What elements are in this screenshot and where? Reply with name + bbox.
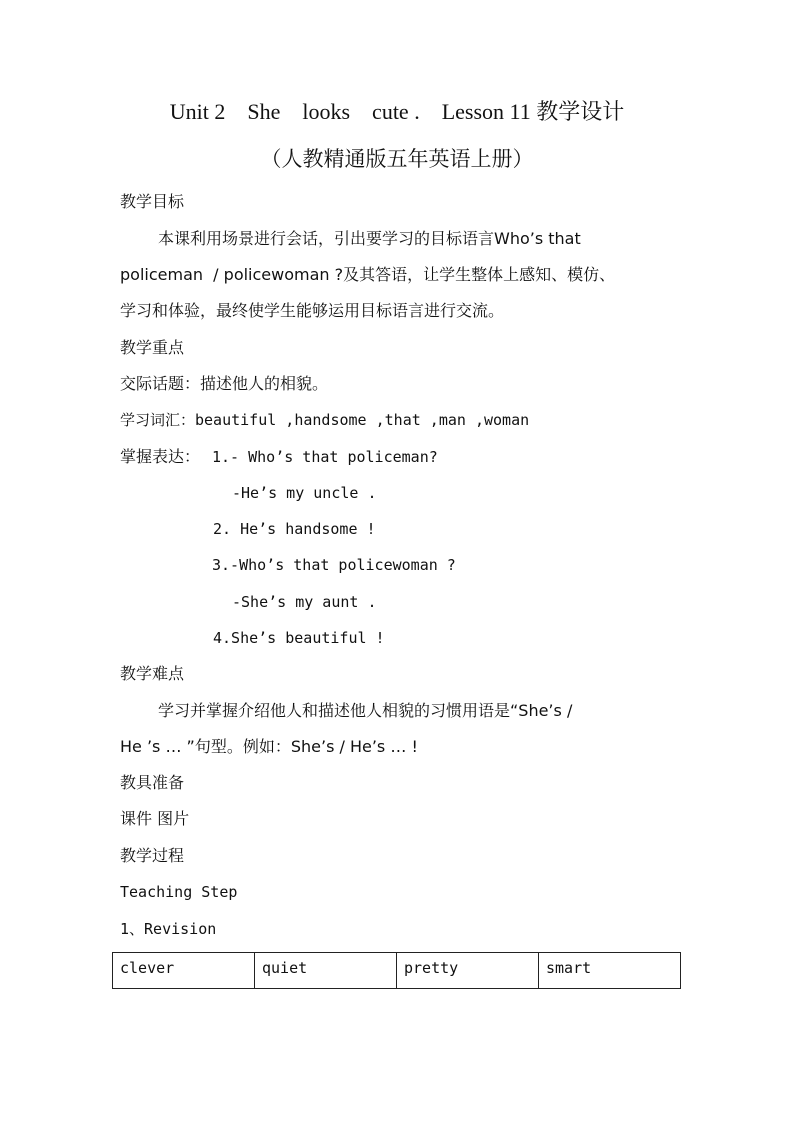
expression-4: 4.She’s beautiful ! — [213, 629, 385, 647]
expression-3-answer: -She’s my aunt . — [232, 593, 377, 611]
objectives-line-3: 学习和体验，最终使学生能够运用目标语言进行交流。 — [120, 301, 505, 320]
revision-word-table — [112, 952, 681, 989]
table-cell-clever: clever — [113, 953, 255, 989]
expression-1-answer: -He’s my uncle . — [232, 484, 377, 502]
teaching-step-heading: Teaching Step — [120, 883, 238, 901]
difficulties-heading: 教学难点 — [120, 664, 185, 683]
table-cell-quiet: quiet — [255, 953, 397, 989]
expression-1-question: 1.- Who’s that policeman? — [212, 448, 438, 466]
process-heading: 教学过程 — [120, 846, 185, 865]
document-subtitle: （人教精通版五年英语上册） — [260, 147, 534, 171]
materials-heading: 教具准备 — [120, 773, 185, 792]
materials-list: 课件 图片 — [120, 809, 190, 828]
difficulties-line-2: He ’s … ”句型。例如：She’s / He’s … ! — [120, 737, 418, 756]
table-cell-smart: smart — [539, 953, 681, 989]
table-cell-pretty: pretty — [397, 953, 539, 989]
difficulties-line-1: 学习并掌握介绍他人和描述他人相貌的习惯用语是“She’s / — [158, 701, 573, 720]
objectives-heading: 教学目标 — [120, 192, 185, 211]
objectives-line-2: policeman / policewoman ?及其答语，让学生整体上感知、模仿、 — [120, 265, 616, 284]
key-points-heading: 教学重点 — [120, 338, 185, 357]
objectives-line-1: 本课利用场景进行会话，引出要学习的目标语言Who’s that — [158, 229, 581, 248]
communication-topic: 交际话题：描述他人的相貌。 — [120, 374, 329, 393]
document-title: Unit 2 She looks cute . Lesson 11 教学设计 — [169, 99, 625, 124]
vocabulary-list: 学习词汇：beautiful ,handsome ,that ,man ,woman — [120, 411, 530, 429]
expressions-label: 掌握表达： — [120, 447, 201, 466]
expression-3-question: 3.-Who’s that policewoman ? — [212, 556, 456, 574]
revision-heading: 1、Revision — [120, 920, 217, 938]
table-row — [113, 953, 681, 989]
expression-2: 2. He’s handsome ! — [213, 520, 376, 538]
